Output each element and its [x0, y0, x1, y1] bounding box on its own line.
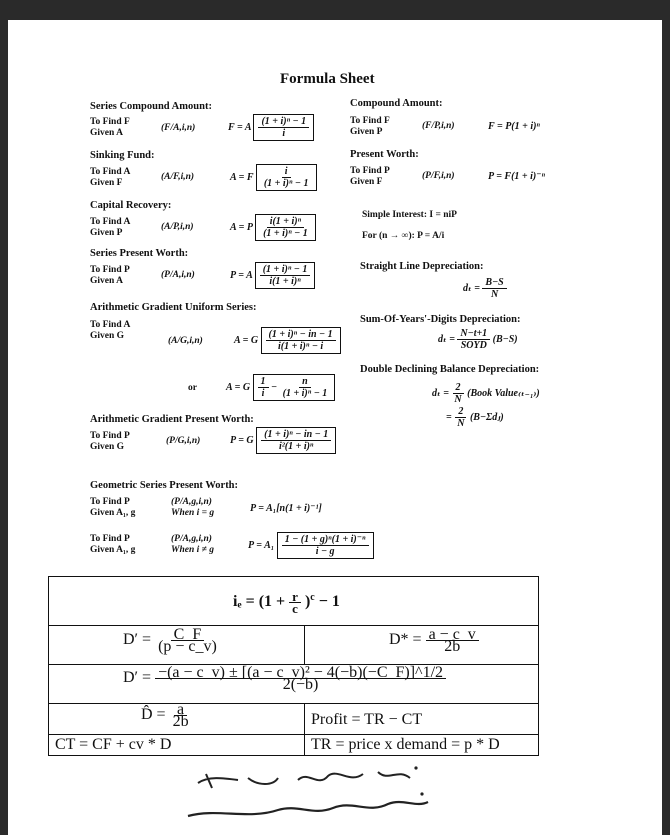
arith-uniform-or: or: [188, 383, 197, 393]
page-title: Formula Sheet: [280, 71, 375, 87]
soyd-formula: dₜ = $\frac{N-t+1}{\text{SOYD}}$ (B−S): [438, 328, 518, 351]
dstar-formula: D* = $\frac{a - c\_v}{2b}$: [389, 629, 479, 652]
series-compound-formula: F = A $\frac{\text{(1 + i)ⁿ − 1}}{i}$: [228, 114, 314, 141]
capital-recovery-heading: Capital Recovery:: [90, 200, 172, 211]
sinking-fund-find: To Find A: [90, 167, 131, 177]
arith-present-formula: P = G $\frac{\text{(1 + i)ⁿ − in − 1}}{\text{i²(1 + i)ⁿ}}$: [230, 427, 336, 454]
sinking-fund-given: Given F: [90, 178, 123, 188]
geometric-formula-2: P = A₁ $\frac{\text{1 − (1 + g)ⁿ(1 + i)⁻ⁿ}}{i - g}$: [248, 532, 374, 559]
series-present-notation: (P/A,i,n): [161, 270, 195, 280]
ddb-heading: Double Declining Balance Depreciation:: [360, 364, 540, 375]
compound-amount-given: Given P: [350, 127, 383, 137]
demand-row: [48, 625, 539, 665]
series-present-formula: P = A $\frac{\text{(1 + i)ⁿ − 1}}{\text{i(1 + i)ⁿ}}$: [230, 262, 315, 289]
series-compound-given: Given A: [90, 128, 123, 138]
series-present-heading: Series Present Worth:: [90, 248, 189, 259]
straight-line-formula: dₜ = $\frac{B-S}{N}$: [463, 277, 507, 300]
compound-amount-find: To Find F: [350, 116, 390, 126]
viewer-top-bar: [0, 0, 670, 20]
ddb-formula-1: dₜ = $\frac{2}{N}$ (Book Value₍ₜ₋₁₎): [432, 382, 540, 405]
perpetuity-line: For (n → ∞): P = A/i: [362, 231, 445, 241]
geometric-notation-1: (P/A,g,i,n): [171, 497, 212, 507]
straight-line-heading: Straight Line Depreciation:: [360, 261, 484, 272]
arith-uniform-alt-formula: A = G $\frac{1}{i}$ − $\frac{n}{\text{(1 + i)ⁿ − 1}}$: [226, 374, 335, 401]
sinking-fund-notation: (A/F,i,n): [161, 172, 195, 182]
arith-uniform-formula: A = G $\frac{\text{(1 + i)ⁿ − in − 1}}{\text{i(1 + i)ⁿ − i}}$: [234, 327, 341, 354]
compound-amount-notation: (F/P,i,n): [422, 121, 455, 131]
geometric-formula-1: P = A₁[n(1 + i)⁻¹]: [250, 503, 322, 514]
geometric-when-2: When i ≠ g: [171, 545, 214, 555]
optimal-row: [48, 703, 539, 735]
geometric-heading: Geometric Series Present Worth:: [90, 480, 239, 491]
geometric-given-1: Given A₁, g: [90, 508, 136, 518]
arith-present-find: To Find P: [90, 431, 130, 441]
series-compound-find: To Find F: [90, 117, 130, 127]
arith-uniform-given: Given G: [90, 331, 125, 341]
series-compound-heading: Series Compound Amount:: [90, 101, 212, 112]
series-compound-notation: (F/A,i,n): [161, 123, 196, 133]
tr-cell: [305, 735, 538, 755]
arith-uniform-heading: Arithmetic Gradient Uniform Series:: [90, 302, 257, 313]
simple-interest-line: Simple Interest: I = niP: [362, 210, 457, 220]
geometric-find-1: To Find P: [90, 497, 130, 507]
dhat-formula: D̂ = $\frac{a}{2b}$: [141, 701, 189, 730]
present-worth-notation: (P/F,i,n): [422, 171, 455, 181]
effective-rate-formula: iₑ = (1 + $\frac{r}{c}$ )$^c$ − 1: [233, 589, 340, 616]
profit-formula: Profit = TR − CT: [311, 711, 423, 728]
quadratic-row: [48, 664, 539, 704]
capital-recovery-find: To Find A: [90, 217, 131, 227]
dquad-formula: D′ = $\frac{\text{−(a − c\_v) ± [(a − c\_v)² − 4(−b)(−C\_F)]\textasciicircum{}1/2}}{2(-b)}$: [123, 667, 446, 690]
tr-formula: TR = price x demand = p * D: [311, 736, 500, 753]
geometric-given-2: Given A₁, g: [90, 545, 136, 555]
sinking-fund-heading: Sinking Fund:: [90, 150, 155, 161]
present-worth-heading: Present Worth:: [350, 149, 419, 160]
present-worth-find: To Find P: [350, 166, 390, 176]
dhat-cell: [49, 701, 305, 734]
series-present-find: To Find P: [90, 265, 130, 275]
series-present-given: Given A: [90, 276, 123, 286]
handwritten-signature: [178, 758, 438, 828]
arith-uniform-notation: (A/G,i,n): [168, 336, 203, 346]
dprime-formula: D′ = $\frac{C\_F}{(p - c\_v)}$: [123, 626, 217, 655]
effective-rate-row: [48, 576, 539, 626]
ddb-formula-2: = $\frac{2}{N}$ (B−Σdⱼ): [446, 406, 504, 429]
formula-sheet-page: [8, 20, 662, 835]
geometric-when-1: When i = g: [171, 508, 215, 518]
arith-present-notation: (P/G,i,n): [166, 436, 201, 446]
capital-recovery-notation: (A/P,i,n): [161, 222, 194, 232]
dprime-cell: [49, 626, 305, 664]
ct-formula: CT = CF + cv * D: [55, 736, 172, 753]
dstar-cell: [305, 626, 538, 664]
geometric-notation-2: (P/A,g,i,n): [171, 534, 212, 544]
arith-present-heading: Arithmetic Gradient Present Worth:: [90, 414, 254, 425]
capital-recovery-given: Given P: [90, 228, 123, 238]
geometric-find-2: To Find P: [90, 534, 130, 544]
sinking-fund-formula: A = F $\frac{i}{\text{(1 + i)ⁿ − 1}}$: [230, 164, 317, 191]
cost-row: [48, 734, 539, 756]
present-worth-given: Given F: [350, 177, 383, 187]
capital-recovery-formula: A = P $\frac{\text{i(1 + i)ⁿ}}{\text{(1 + i)ⁿ − 1}}$: [230, 214, 316, 241]
profit-cell: [305, 704, 538, 734]
present-worth-formula: P = F(1 + i)⁻ⁿ: [488, 171, 545, 182]
compound-amount-formula: F = P(1 + i)ⁿ: [488, 121, 540, 132]
ct-cell: [49, 735, 305, 755]
compound-amount-heading: Compound Amount:: [350, 98, 443, 109]
arith-present-given: Given G: [90, 442, 125, 452]
soyd-heading: Sum-Of-Years'-Digits Depreciation:: [360, 314, 521, 325]
arith-uniform-find: To Find A: [90, 320, 131, 330]
